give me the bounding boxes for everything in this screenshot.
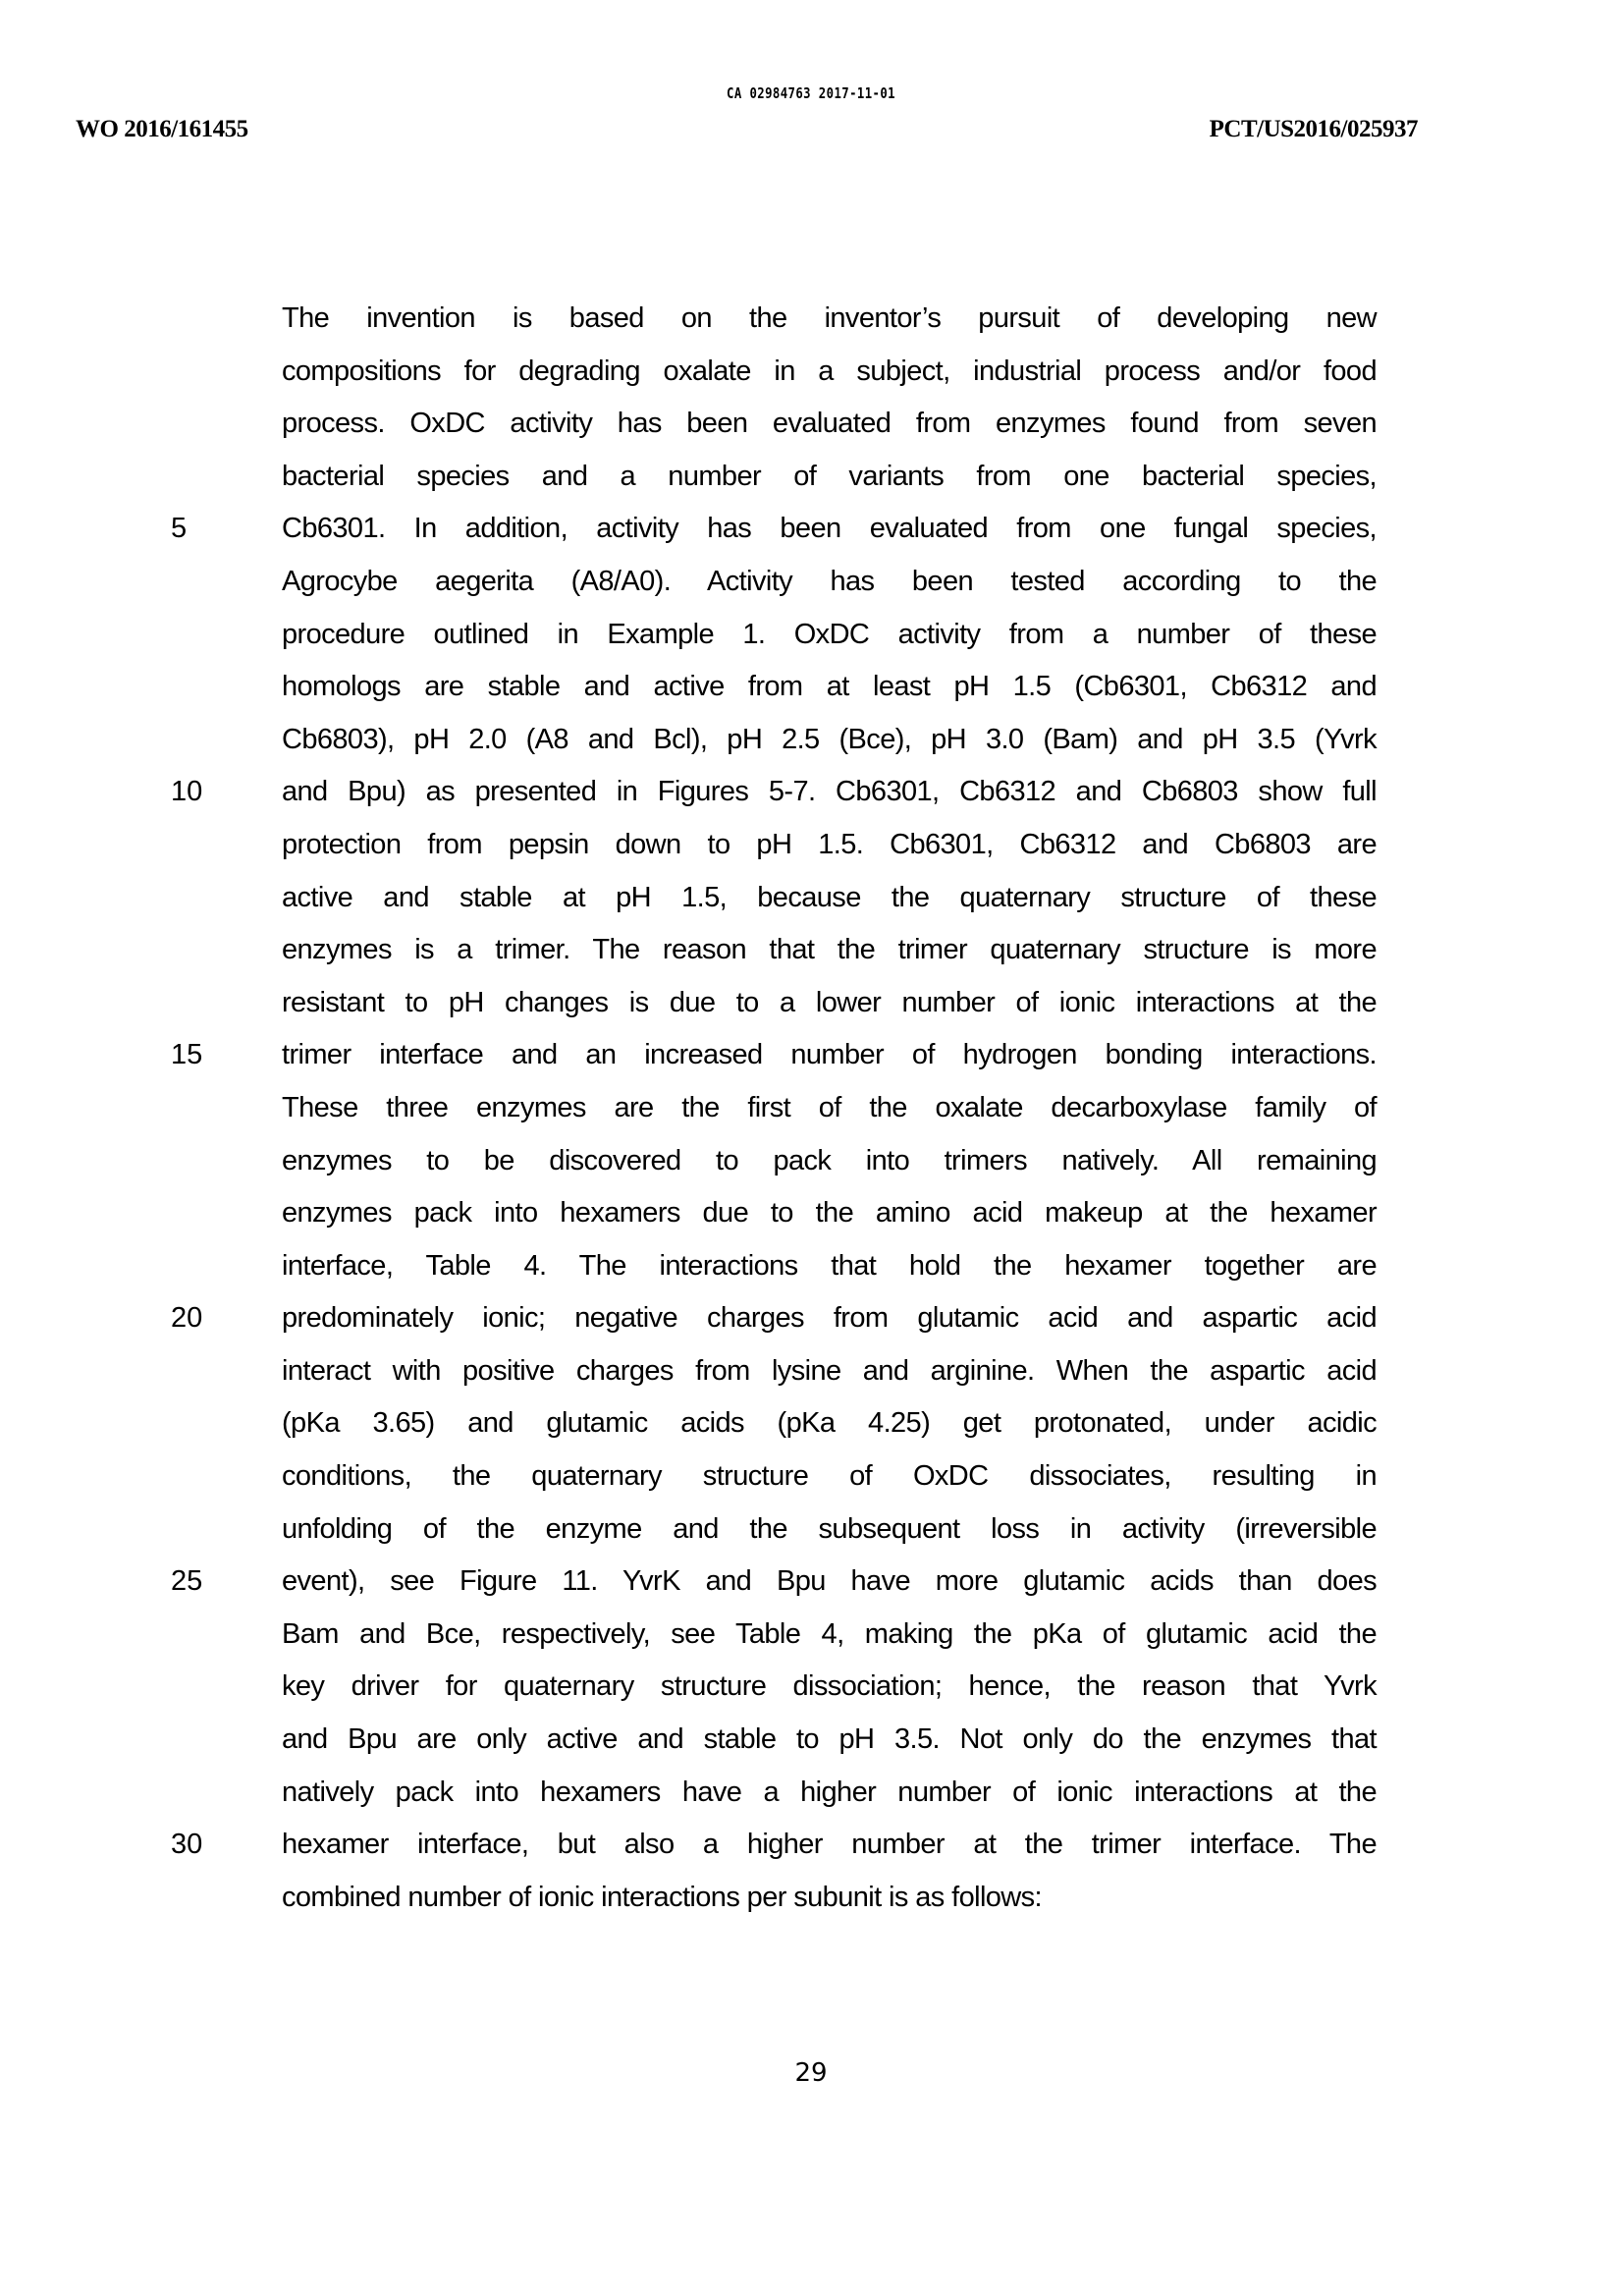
publication-number: WO 2016/161455	[76, 116, 248, 142]
line-text: resistant to pH changes is due to a lower number of ionic interactions at the	[282, 986, 1377, 1018]
line-number: 5	[171, 513, 188, 545]
line-number: 25	[171, 1565, 203, 1598]
text-line	[171, 766, 1377, 819]
body-paragraph	[171, 293, 1377, 1924]
text-line	[171, 1556, 1377, 1609]
line-number: 30	[171, 1829, 203, 1861]
text-line	[282, 293, 1377, 346]
text-line	[282, 1082, 1377, 1135]
text-line	[282, 1767, 1377, 1820]
line-text: and Bpu) as presented in Figures 5-7. Cb6301, Cb6312 and Cb6803 show full	[282, 776, 1377, 808]
text-line	[171, 1819, 1377, 1872]
line-number: 10	[171, 776, 203, 808]
line-text: (pKa 3.65) and glutamic acids (pKa 4.25) get protonated, under acidic	[282, 1407, 1377, 1440]
line-text: Agrocybe aegerita (A8/A0). Activity has been tested according to the	[282, 565, 1377, 597]
line-text: conditions, the quaternary structure of OxDC dissociates, resulting in	[282, 1460, 1377, 1493]
line-text: trimer interface and an increased number of hydrogen bonding interactions.	[282, 1039, 1377, 1071]
line-text: and Bpu are only active and stable to pH 3.5. Not only do the enzymes that	[282, 1723, 1377, 1756]
text-line	[282, 1872, 1377, 1925]
text-line	[171, 1292, 1377, 1345]
text-line	[282, 1661, 1377, 1714]
line-text: Cb6803), pH 2.0 (A8 and Bcl), pH 2.5 (Bce), pH 3.0 (Bam) and pH 3.5 (Yvrk	[282, 723, 1377, 755]
text-line	[282, 1609, 1377, 1662]
text-line	[282, 819, 1377, 872]
line-text: combined number of ionic interactions per subunit is as follows:	[282, 1881, 1043, 1913]
text-line	[282, 1187, 1377, 1240]
line-text: homologs are stable and active from at least pH 1.5 (Cb6301, Cb6312 and	[282, 671, 1377, 703]
line-text: enzymes to be discovered to pack into trimers natively. All remaining	[282, 1144, 1377, 1176]
line-text: event), see Figure 11. YvrK and Bpu have more glutamic acids than does	[282, 1565, 1377, 1598]
line-text: natively pack into hexamers have a higher number of ionic interactions at the	[282, 1776, 1377, 1808]
text-line	[282, 556, 1377, 609]
line-text: bacterial species and a number of variants from one bacterial species,	[282, 460, 1377, 492]
text-line	[282, 977, 1377, 1030]
line-text: interact with positive charges from lysine and arginine. When the aspartic acid	[282, 1354, 1377, 1387]
line-text: hexamer interface, but also a higher number at the trimer interface. The	[282, 1829, 1377, 1861]
line-text: enzymes pack into hexamers due to the amino acid makeup at the hexamer	[282, 1197, 1377, 1230]
text-line	[171, 503, 1377, 556]
text-line	[282, 451, 1377, 504]
line-text: The invention is based on the inventor’s pursuit of developing new	[282, 302, 1377, 334]
text-line	[282, 1240, 1377, 1293]
text-line	[282, 1397, 1377, 1450]
line-text: active and stable at pH 1.5, because the quaternary structure of these	[282, 881, 1377, 913]
line-text: Cb6301. In addition, activity has been evaluated from one fungal species,	[282, 513, 1377, 545]
text-line	[282, 1503, 1377, 1557]
line-number: 15	[171, 1039, 203, 1071]
text-line	[282, 1714, 1377, 1767]
line-text: These three enzymes are the first of the oxalate decarboxylase family of	[282, 1091, 1377, 1123]
text-line	[282, 1450, 1377, 1503]
text-line	[282, 398, 1377, 451]
line-text: protection from pepsin down to pH 1.5. Cb6301, Cb6312 and Cb6803 are	[282, 828, 1377, 860]
line-text: unfolding of the enzyme and the subsequent loss in activity (irreversible	[282, 1512, 1377, 1545]
line-text: procedure outlined in Example 1. OxDC activity from a number of these	[282, 618, 1377, 650]
text-line	[282, 1345, 1377, 1398]
line-text: enzymes is a trimer. The reason that the trimer quaternary structure is more	[282, 934, 1377, 966]
text-line	[282, 346, 1377, 399]
office-stamp: CA 02984763 2017-11-01	[727, 84, 895, 102]
line-text: process. OxDC activity has been evaluated from enzymes found from seven	[282, 408, 1377, 440]
line-text: compositions for degrading oxalate in a subject, industrial process and/or food	[282, 355, 1377, 387]
page-number: 29	[794, 2058, 828, 2088]
application-number: PCT/US2016/025937	[1209, 116, 1418, 142]
line-text: predominately ionic; negative charges from glutamic acid and aspartic acid	[282, 1302, 1377, 1335]
text-line	[282, 714, 1377, 767]
line-text: key driver for quaternary structure dissociation; hence, the reason that Yvrk	[282, 1670, 1377, 1703]
text-line	[282, 1135, 1377, 1188]
text-line	[282, 872, 1377, 925]
text-line	[282, 924, 1377, 977]
text-line	[282, 609, 1377, 662]
line-number: 20	[171, 1302, 203, 1335]
line-text: interface, Table 4. The interactions that hold the hexamer together are	[282, 1249, 1377, 1282]
line-text: Bam and Bce, respectively, see Table 4, making the pKa of glutamic acid the	[282, 1617, 1377, 1650]
text-line	[171, 1029, 1377, 1082]
text-line	[282, 661, 1377, 714]
